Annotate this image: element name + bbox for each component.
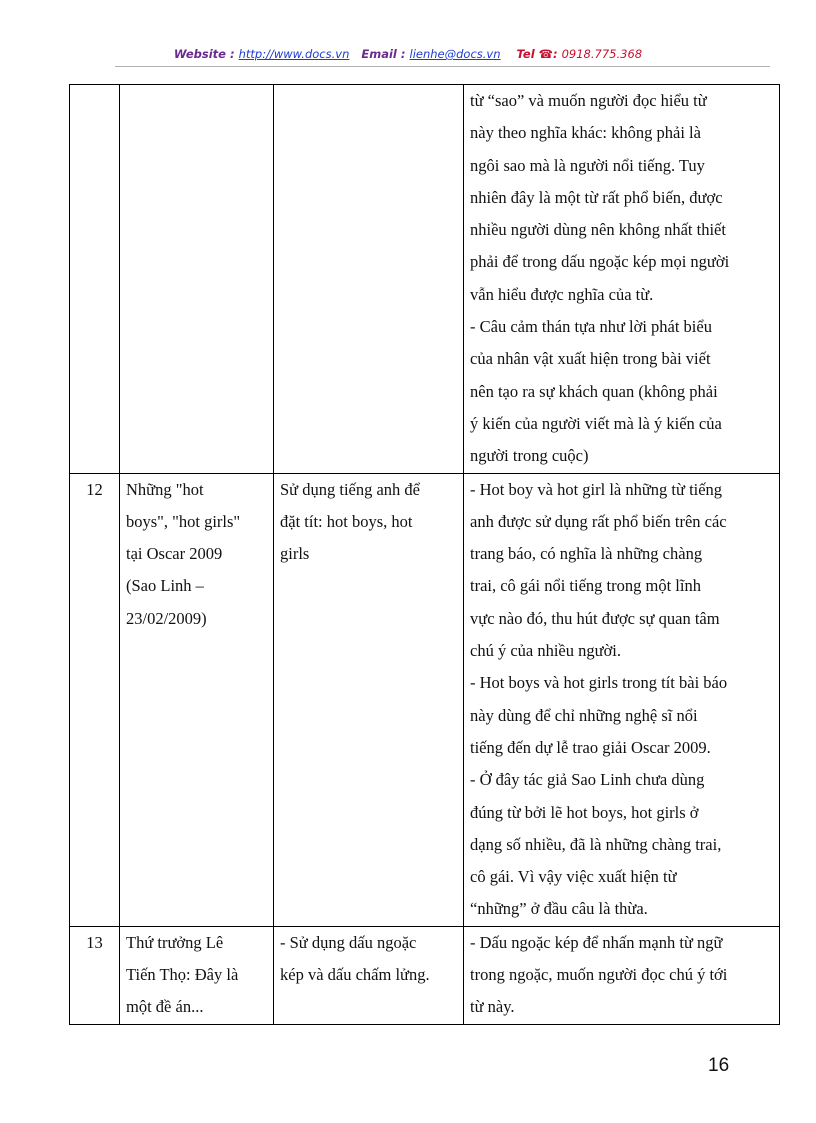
title-cell: [120, 926, 274, 1024]
text-line: từ “sao” và muốn người đọc hiểu từ: [470, 91, 707, 110]
text-line: 23/02/2009): [126, 608, 207, 628]
page-number: 16: [708, 1055, 730, 1076]
row-number-cell: 12: [70, 473, 120, 926]
text-line: trong ngoặc, muốn người đọc chú ý tới: [470, 965, 728, 985]
text-line: Tiến Thọ: Đây là: [126, 965, 239, 985]
text-line: tại Oscar 2009: [126, 544, 223, 564]
tel-label: Tel ☎:: [516, 47, 558, 61]
text-line: - Câu cảm thán tựa như lời phát biểu: [470, 317, 712, 337]
website-label: Website :: [173, 47, 235, 61]
text-line: chú ý của nhiều người.: [470, 641, 622, 661]
text-line: Những "hot: [126, 479, 204, 499]
text-line: (Sao Linh –: [126, 576, 204, 596]
text-line: đặt tít: hot boys, hot: [280, 511, 413, 531]
analysis-cell: [464, 926, 780, 1024]
text-line: dạng số nhiều, đã là những chàng trai,: [470, 834, 722, 854]
text-line: nên tạo ra sự khách quan (không phải: [470, 381, 718, 401]
text-line: này theo nghĩa khác: không phải là: [470, 123, 701, 143]
text-line: ngôi sao mà là người nổi tiếng. Tuy: [470, 155, 705, 175]
text-line: - Hot boys và hot girls trong tít bài báo: [470, 673, 728, 693]
text-line: - Ở đây tác giả Sao Linh chưa dùng: [470, 770, 705, 790]
text-line: - Hot boy và hot girl là những từ tiếng: [470, 479, 723, 499]
text-line: nhiên đây là một từ rất phổ biến, được: [470, 187, 723, 207]
text-line: vẫn hiểu được nghĩa của từ.: [470, 284, 654, 304]
text-line: cô gái. Vì vậy việc xuất hiện từ: [470, 867, 677, 887]
text-line: - Dấu ngoặc kép để nhấn mạnh từ ngữ: [470, 932, 723, 952]
text-line: “những” ở đầu câu là thừa.: [470, 899, 648, 919]
title-cell: [120, 473, 274, 926]
technique-cell: [274, 926, 464, 1024]
technique-cell: [274, 473, 464, 926]
text-line: girls: [280, 544, 310, 564]
page-header: [0, 47, 816, 61]
text-line: đúng từ bởi lẽ hot boys, hot girls ở: [470, 802, 699, 822]
row-number-cell: [70, 85, 120, 474]
text-line: Thứ trưởng Lê: [126, 932, 224, 952]
text-line: nhiều người dùng nên không nhất thiết: [470, 220, 726, 240]
text-line: tiếng đến dự lễ trao giải Oscar 2009.: [470, 737, 711, 757]
table-row: [70, 926, 780, 1024]
header-divider: [115, 66, 770, 67]
text-line: anh được sử dụng rất phổ biến trên các: [470, 511, 727, 531]
row-number-cell: 13: [70, 926, 120, 1024]
email-label: Email :: [361, 47, 406, 61]
text-line: kép và dấu chấm lửng.: [280, 965, 430, 985]
title-cell: [120, 85, 274, 474]
website-link[interactable]: http://www.docs.vn: [238, 47, 350, 61]
technique-cell: [274, 85, 464, 474]
text-line: trai, cô gái nổi tiếng trong một lĩnh: [470, 576, 701, 596]
text-line: người trong cuộc): [470, 446, 589, 466]
text-line: trang báo, có nghĩa là những chàng: [470, 544, 703, 564]
text-line: của nhân vật xuất hiện trong bài viết: [470, 349, 711, 369]
tel-number: 0918.775.368: [561, 47, 643, 61]
analysis-cell: [464, 85, 780, 474]
analysis-table: [69, 84, 780, 1025]
email-link[interactable]: lienhe@docs.vn: [409, 47, 501, 61]
table-row: [70, 85, 780, 474]
text-line: Sử dụng tiếng anh để: [280, 479, 421, 499]
text-line: ý kiến của người viết mà là ý kiến của: [470, 413, 722, 433]
text-line: phải để trong dấu ngoặc kép mọi người: [470, 252, 730, 272]
text-line: từ này.: [470, 997, 515, 1017]
text-line: này dùng để chỉ những nghệ sĩ nổi: [470, 705, 698, 725]
text-line: - Sử dụng dấu ngoặc: [280, 932, 417, 952]
text-line: một đề án...: [126, 997, 204, 1017]
analysis-cell: [464, 473, 780, 926]
text-line: vực nào đó, thu hút được sự quan tâm: [470, 608, 720, 628]
table-row: [70, 473, 780, 926]
text-line: boys", "hot girls": [126, 511, 241, 531]
